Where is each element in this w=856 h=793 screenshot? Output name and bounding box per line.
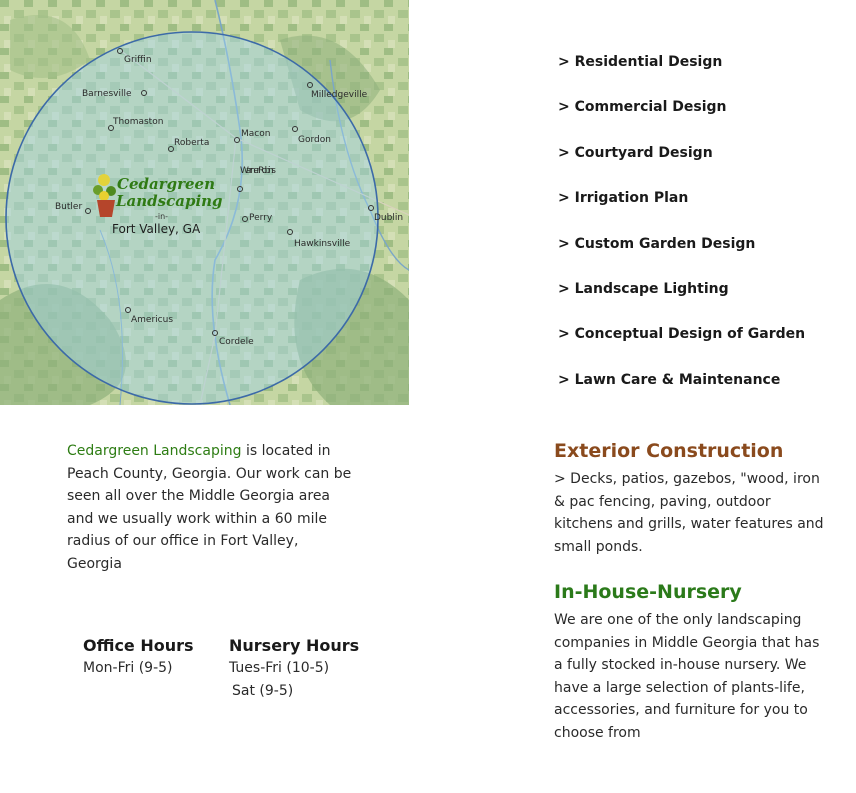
svg-text:Milledgeville: Milledgeville <box>311 90 368 100</box>
service-radius-circle <box>6 32 378 404</box>
service-landscape-lighting[interactable]: > Landscape Lighting <box>558 280 729 297</box>
in-house-nursery-body: We are one of the only landscaping companies in Middle Georgia that has a fully stocked in-house nursery. We have a large selection of plants-life, accessories, and furniture for you to choose from <box>554 612 820 741</box>
office-hours-line1: Mon-Fri (9-5) <box>83 660 173 676</box>
svg-text:Macon: Macon <box>241 129 271 139</box>
svg-text:Cordele: Cordele <box>219 337 254 347</box>
svg-text:Barnesville: Barnesville <box>82 89 132 99</box>
svg-text:Griffin: Griffin <box>124 55 152 65</box>
office-hours <box>83 635 194 680</box>
svg-text:Americus: Americus <box>131 315 174 325</box>
location-text: is located in Peach County, Georgia. Our work can be seen all over the Middle Georgia area and we usually work within a 60 mile radius of our office in Fort Valley, Georgia <box>67 443 352 572</box>
svg-text:Dublin: Dublin <box>374 213 404 223</box>
service-courtyard-design[interactable]: > Courtyard Design <box>558 144 713 161</box>
exterior-construction-title: Exterior Construction <box>554 440 784 462</box>
brand-name: Cedargreen Landscaping <box>67 443 242 459</box>
svg-text:Landscaping: Landscaping <box>116 192 223 210</box>
nursery-hours <box>229 635 359 703</box>
map-graphic <box>0 0 409 405</box>
service-conceptual-design[interactable]: > Conceptual Design of Garden <box>558 326 806 343</box>
office-hours-title: Office Hours <box>83 636 194 655</box>
nursery-hours-line1: Tues-Fri (10-5) <box>229 660 330 676</box>
svg-text:Roberta: Roberta <box>174 138 210 148</box>
service-commercial-design[interactable]: > Commercial Design <box>558 99 727 116</box>
service-irrigation-plan[interactable]: > Irrigation Plan <box>558 190 689 207</box>
svg-text:Thomaston: Thomaston <box>113 117 164 127</box>
service-lawn-care[interactable]: > Lawn Care & Maintenance <box>558 371 781 388</box>
nursery-hours-line2: Sat (9-5) <box>232 683 294 699</box>
exterior-construction-body: > Decks, patios, gazebos, "wood, iron & pac fencing, paving, outdoor kitchens and grills, water features and small ponds. <box>554 471 824 555</box>
svg-text:Fort Valley, GA: Fort Valley, GA <box>112 222 201 236</box>
svg-text:Gordon: Gordon <box>298 135 331 145</box>
svg-text:Perry: Perry <box>249 213 273 223</box>
svg-text:Butler: Butler <box>55 202 83 212</box>
service-residential-design[interactable]: > Residential Design <box>558 54 723 70</box>
svg-text:-in-: -in- <box>155 212 169 221</box>
svg-text:Hawkinsville: Hawkinsville <box>294 239 351 249</box>
services-list <box>558 52 805 415</box>
service-custom-garden-design[interactable]: > Custom Garden Design <box>558 235 756 252</box>
location-description <box>67 440 357 576</box>
svg-text:Warner Robins: Warner Robins <box>240 166 276 176</box>
nursery-hours-title: Nursery Hours <box>229 636 360 655</box>
in-house-nursery-title: In-House-Nursery <box>554 581 742 603</box>
service-area-map <box>0 0 409 405</box>
svg-text:Cedargreen: Cedargreen <box>117 175 215 193</box>
